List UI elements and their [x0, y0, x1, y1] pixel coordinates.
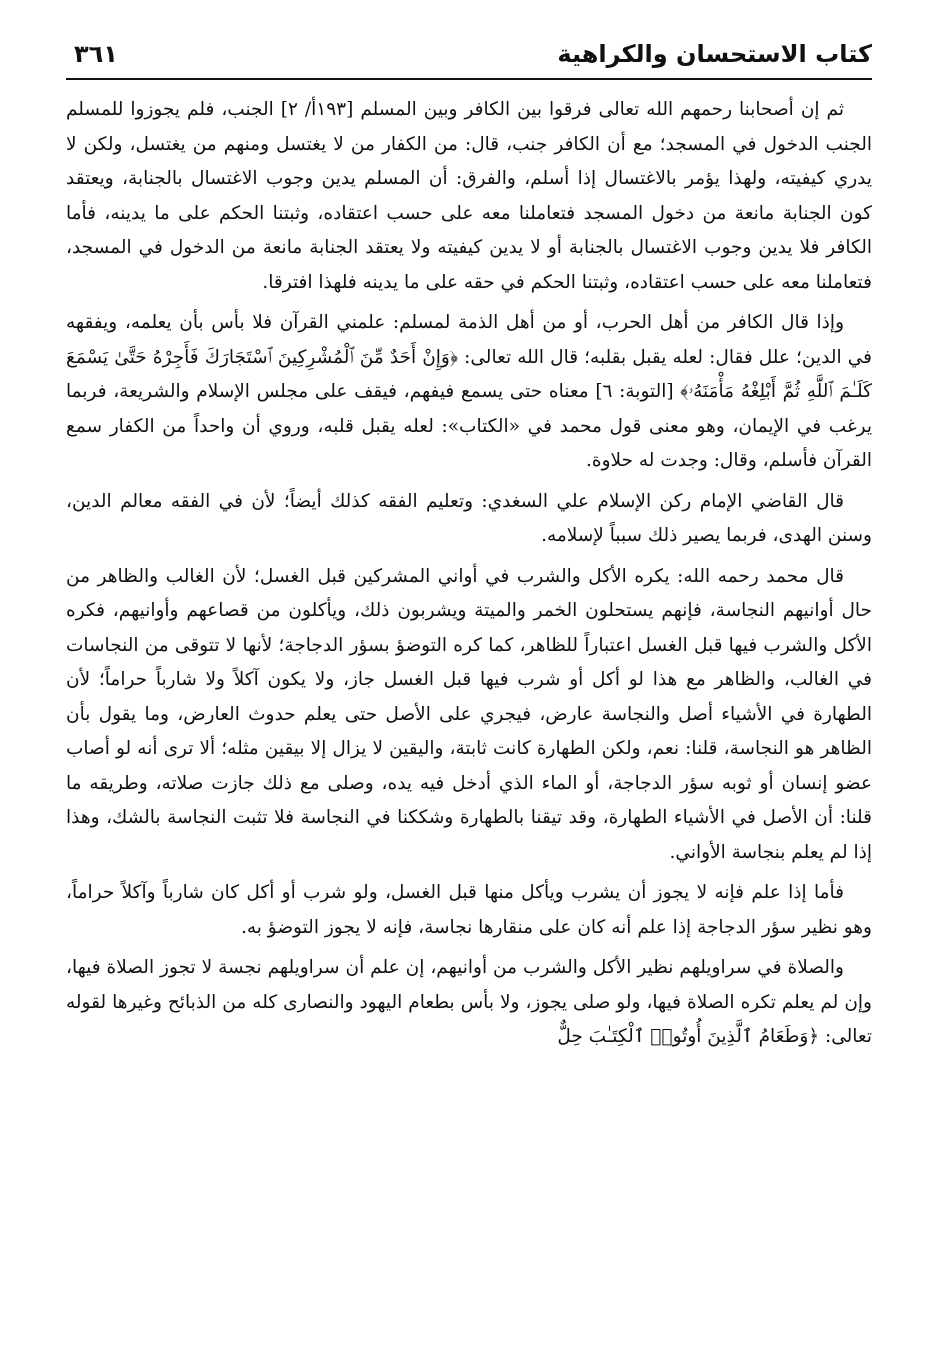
paragraph-1: ثم إن أصحابنا رحمهم الله تعالى فرقوا بين الكافر وبين المسلم [١٩٣أ/ ٢] الجنب، فلم يجوزوا للمسلم الجنب الدخول في المسجد؛ مع أن الكافر جنب، قال: من الكفار من لا يغتسل ومنهم من يغتسل، ولكن لا يدري كيفيته، ولهذا يؤمر بالاغتسال إذا أسلم، والفرق: أن المسلم يدين وجوب الاغتسال بالجنابة، ويعتقد كون الجنابة مانعة من دخول المسجد فتعاملنا معه على حسب اعتقاده، وثبتنا الحكم على ما يدينه، فأما الكافر فلا يدين وجوب الاغتسال بالجنابة أو لا يدين كيفيته ولا يعتقد الجنابة مانعة من الدخول في المسجد، فتعاملنا معه على حسب اعتقاده، وثبتنا الحكم في حقه على ما يدينه فلهذا افترقا. — [66, 99, 872, 293]
paragraph-3: قال القاضي الإمام ركن الإسلام علي السغدي: وتعليم الفقه كذلك أيضاً؛ لأن في الفقه معالم الدين، وسنن الهدى، فربما يصير ذلك سبباً لإسلامه. — [66, 490, 872, 546]
paragraph-6: والصلاة في سراويلهم نظير الأكل والشرب من أوانيهم، إن علم أن سراويلهم نجسة لا تجوز الصلاة فيها، وإن لم يعلم تكره الصلاة فيها، ولو صلى يجوز، ولا بأس بطعام اليهود والنصارى كله من الذبائح وغيرها لقوله تعالى: ﴿وَطَعَامُ ٱلَّذِينَ أُوتُوا۟ ٱلْكِتَـٰبَ حِلٌّ — [66, 957, 872, 1047]
page-header — [66, 34, 872, 80]
paragraph-5: فأما إذا علم فإنه لا يجوز أن يشرب ويأكل منها قبل الغسل، ولو شرب أو أكل كان شارباً وآكلاً حراماً، وهو نظير سؤر الدجاجة إذا علم أنه كان على منقارها نجاسة، فإنه لا يجوز التوضؤ به. — [66, 882, 872, 938]
body-text — [66, 93, 872, 1055]
paragraph-4: قال محمد رحمه الله: يكره الأكل والشرب في أواني المشركين قبل الغسل؛ لأن الغالب والظاهر من حال أوانيهم النجاسة، فإنهم يستحلون الخمر والميتة ويشربون ذلك، ويأكلون من قصاعهم وأوانيهم، فكره الأكل والشرب فيها قبل الغسل اعتباراً للظاهر، كما كره التوضؤ بسؤر الدجاجة؛ لأنها لا تتوقى من النجاسات في الغالب، والظاهر مع هذا لو أكل أو شرب فيها قبل الغسل جاز، ولا يكون آكلاً ولا شارباً حراماً؛ لأن الطهارة في الأشياء أصل والنجاسة عارض، فيجري على الأصل حتى يعلم حدوث العارض، وما يقول بأن الظاهر هو النجاسة، قلنا: نعم، ولكن الطهارة كانت ثابتة، واليقين لا يزال إلا بيقين مثله؛ ألا ترى أنه لو أصاب عضو إنسان أو ثوبه سؤر الدجاجة، أو الماء الذي أدخل فيه يده، وصلى مع ذلك جازت صلاته، وطريقه ما قلنا: أن الأصل في الأشياء الطهارة، وقد تيقنا بالطهارة وشككنا في النجاسة فلا تثبت النجاسة بالشك، وهذا إذا لم يعلم بنجاسة الأواني. — [66, 565, 872, 863]
paragraph-2: وإذا قال الكافر من أهل الحرب، أو من أهل الذمة لمسلم: علمني القرآن فلا بأس بأن يعلمه، ويفقهه في الدين؛ علل فقال: لعله يقبل بقلبه؛ قال الله تعالى: ﴿وَإِنْ أَحَدٌ مِّنَ ٱلْمُشْرِكِينَ ٱسْتَجَارَكَ فَأَجِرْهُ حَتَّىٰ يَسْمَعَ كَلَـٰمَ ٱللَّهِ ثُمَّ أَبْلِغْهُ مَأْمَنَهُۥ﴾ [التوبة: ٦] معناه حتى يسمع فيفهم، فيقف على مجلس الإسلام والشريعة، فربما يرغب في الإيمان، وهو معنى قول محمد في «الكتاب»: لعله يقبل قلبه، وروي أن واحداً من الكفار سمع القرآن فأسلم، وقال: وجدت له حلاوة. — [66, 312, 872, 471]
book-page — [66, 34, 872, 1354]
page-number: ٣٦١ — [74, 40, 118, 68]
chapter-title: كتاب الاستحسان والكراهية — [557, 40, 872, 68]
